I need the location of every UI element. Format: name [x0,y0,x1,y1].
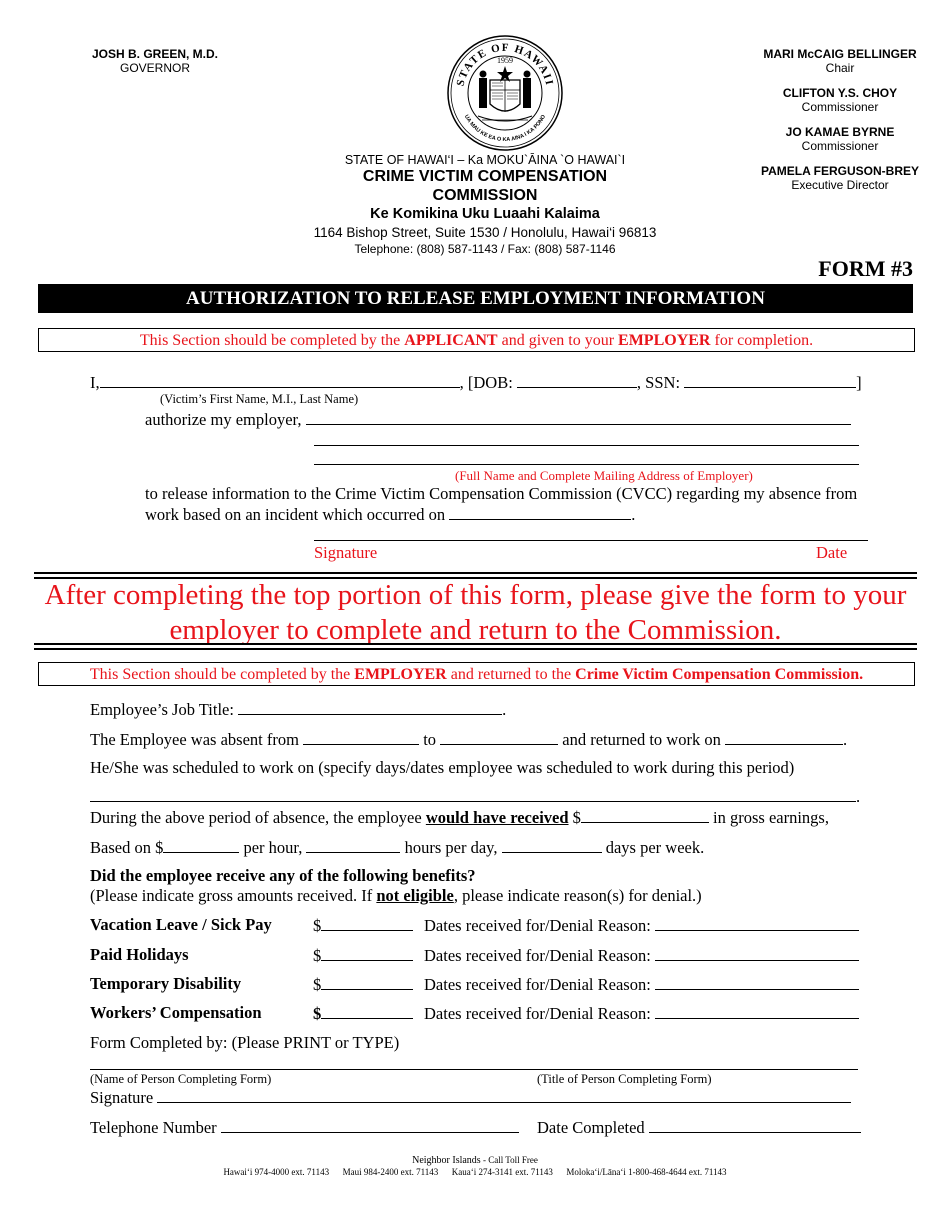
officials-list [745,47,935,192]
dates-label: Dates received for/Denial Reason: [424,975,651,994]
ssn-field[interactable] [684,372,856,388]
absent-to-field[interactable] [440,729,558,745]
scheduled-label: He/She was scheduled to work on (specify days/dates employee was scheduled to work during this period) [90,758,795,777]
job-title-label: Employee’s Job Title: [90,700,234,719]
official-name: MARI McCAIG BELLINGER [763,47,917,61]
benefit-dates-field[interactable] [655,945,859,961]
seal-year: 1959 [497,56,513,65]
title-caption: (Title of Person Completing Form) [537,1072,712,1086]
footer-number: Kaua‘i 274-3141 ext. 71143 [451,1167,553,1177]
job-title-field[interactable] [238,699,502,715]
agency-name-line2: COMMISSION [432,187,538,204]
benefit-amount [313,1003,413,1024]
period: . [842,730,848,749]
benefit-dates [424,945,859,966]
notice-target: Crime Victim Compensation Commission. [575,666,864,683]
telephone-field[interactable] [221,1117,519,1133]
agency-address: 1164 Bishop Street, Suite 1530 / Honolulu, Hawai‘i 96813 [313,225,657,240]
days-per-week-field[interactable] [502,837,602,853]
date-completed-field[interactable] [649,1117,861,1133]
footer-number: Maui 984-2400 ext. 71143 [342,1167,439,1177]
form-title: AUTHORIZATION TO RELEASE EMPLOYMENT INFORMATION [38,284,913,313]
benefit-dates-field[interactable] [655,1003,859,1019]
employer-address-line2[interactable] [314,464,859,465]
official-title: Chair [825,61,855,75]
benefit-row [90,945,890,965]
benefits-note [90,886,702,906]
period: . [502,700,507,719]
footer-toll-free: - Call Toll Free [480,1155,538,1165]
state-line: STATE OF HAWAI‘I – Ka MOKU`ĀINA `O HAWAI`I [344,153,626,167]
absence-text: During the above period of absence, the employee [90,808,426,827]
official-title: Executive Director [791,178,889,192]
official-entry [745,125,935,153]
agency-name-line1: CRIME VICTIM COMPENSATION [362,168,608,185]
footer-heading [0,1155,950,1166]
dates-label: Dates received for/Denial Reason: [424,946,651,965]
official-entry [745,164,935,192]
footer-numbers [0,1167,950,1177]
banner-rule-bottom [34,643,917,650]
benefit-row [90,1003,890,1023]
benefit-amount [313,945,413,966]
notice-role: APPLICANT [404,332,498,349]
applicant-notice [38,328,915,352]
benefit-row [90,915,890,935]
dollar-sign: $ [313,946,322,965]
period: . [856,787,861,806]
benefit-name: Paid Holidays [90,945,189,964]
telephone-row [90,1117,519,1138]
employer-caption: (Full Name and Complete Mailing Address of Employer) [455,468,753,483]
benefit-amount-field[interactable] [321,945,413,961]
seal-motto: UA MAU KE EA O KA AINA I KA PONO [462,114,548,144]
benefit-dates [424,915,859,936]
benefit-dates-field[interactable] [655,974,859,990]
gross-earnings-row [90,807,829,828]
ssn-label: , SSN: [636,373,681,392]
notice-role: EMPLOYER [354,666,447,683]
victim-name-caption: (Victim’s First Name, M.I., Last Name) [160,392,359,406]
dates-label: Dates received for/Denial Reason: [424,1004,651,1023]
employer-address-line1[interactable] [314,445,859,446]
absence-suffix: in gross earnings, [713,808,829,827]
gross-earnings-field[interactable] [581,807,709,823]
notice-text: and returned to the [446,666,576,683]
state-seal-image [446,34,564,152]
footer-number: Moloka‘i/Lāna‘i 1-800-468-4644 ext. 71143 [566,1167,727,1177]
i-label: I, [90,373,100,392]
completer-name-title-line[interactable] [90,1069,858,1070]
release-text-line1: to release information to the Crime Victim Compensation Commission (CVCC) regarding my absence from [145,484,858,503]
job-title-row [90,699,506,720]
benefit-amount-field[interactable] [321,1003,413,1019]
victim-name-field[interactable] [100,372,460,388]
victim-info-row [90,372,862,393]
scheduled-days-field[interactable] [90,786,856,802]
note-text: , please indicate reason(s) for denial.) [453,886,702,905]
per-hour-label: per hour, [243,838,303,857]
name-caption: (Name of Person Completing Form) [90,1072,272,1086]
returned-label: and returned to work on [562,730,721,749]
dates-label: Dates received for/Denial Reason: [424,916,651,935]
dollar-sign: $ [313,1004,322,1023]
employer-notice [38,662,915,686]
note-emphasis: not eligible [376,886,454,905]
benefit-dates [424,1003,859,1024]
benefit-dates-field[interactable] [655,915,859,931]
official-entry [745,86,935,114]
benefit-name: Temporary Disability [90,974,242,993]
official-title: Commissioner [801,100,879,114]
dollar-sign: $ [568,808,581,827]
hours-per-day-label: hours per day, [404,838,498,857]
notice-text: This Section should be completed by the [89,666,355,683]
employer-signature-field[interactable] [157,1087,851,1103]
governor-title: GOVERNOR [119,61,190,75]
notice-text: This Section should be completed by the [139,332,405,349]
employer-name-field[interactable] [306,409,851,425]
days-per-week-label: days per week. [605,838,705,857]
absent-from-label: The Employee was absent from [90,730,299,749]
benefit-dates [424,974,859,995]
governor-name: JOSH B. GREEN, M.D. [91,47,219,61]
hawaiian-agency-name: Ke Komikina Uku Luaahi Kalaima [370,206,600,222]
notice-text: for completion. [710,332,814,349]
benefits-question: Did the employee receive any of the following benefits? [90,866,476,885]
agency-phone: Telephone: (808) 587-1143 / Fax: (808) 587-1146 [354,242,616,256]
official-name: PAMELA FERGUSON-BREY [760,164,919,178]
pay-rate-row [90,837,704,858]
telephone-label: Telephone Number [90,1118,217,1137]
applicant-signature-line[interactable] [314,540,868,541]
agency-header [250,153,720,257]
notice-target: EMPLOYER [618,332,711,349]
to-label: to [423,730,437,749]
governor-block [70,47,240,75]
incident-date-field[interactable] [449,504,631,520]
employer-signature-row [90,1087,851,1108]
footer-number: Hawai‘i 974-4000 ext. 71143 [223,1167,330,1177]
date-completed-row [537,1117,861,1138]
signature-label: Signature [314,543,378,562]
state-seal [446,34,564,152]
official-entry [745,47,935,75]
signature-label: Signature [90,1088,154,1107]
benefit-amount [313,974,413,995]
date-completed-label: Date Completed [537,1118,645,1137]
incident-label: work based on an incident which occurred on [145,505,446,524]
hours-per-day-field[interactable] [306,837,400,853]
official-title: Commissioner [801,139,879,153]
dob-label: , [DOB: [459,373,513,392]
benefit-name: Workers’ Compensation [90,1003,262,1022]
date-label: Date [816,543,848,562]
employer-row [145,409,851,430]
notice-text: and given to your [497,332,619,349]
release-text-line2 [145,504,635,525]
benefit-amount-field[interactable] [321,974,413,990]
dollar-sign: $ [313,975,322,994]
period: . [631,505,636,524]
close-bracket: ] [856,373,862,392]
instruction-banner: After completing the top portion of this form, please give the form to your employer to complete and return to the Commission. [44,579,907,646]
dob-field[interactable] [517,372,637,388]
return-date-field[interactable] [725,729,843,745]
absent-from-field[interactable] [303,729,419,745]
benefit-amount-field[interactable] [321,915,413,931]
benefit-row [90,974,890,994]
benefit-amount [313,915,413,936]
official-name: JO KAMAE BYRNE [785,125,895,139]
absence-dates-row [90,729,847,750]
authorize-label: authorize my employer, [145,410,302,429]
absence-emphasis: would have received [425,808,569,827]
form-number: FORM #3 [818,256,913,281]
based-on-label: Based on $ [90,838,164,857]
seal-top-text: STATE OF HAWAII [454,41,556,88]
footer-title: Neighbor Islands [412,1155,481,1166]
benefit-name: Vacation Leave / Sick Pay [90,915,272,934]
scheduled-row [90,786,860,807]
completed-by-label: Form Completed by: (Please PRINT or TYPE) [90,1033,400,1052]
note-text: (Please indicate gross amounts received. If [90,886,377,905]
dollar-sign: $ [313,916,322,935]
hourly-rate-field[interactable] [163,837,239,853]
official-name: CLIFTON Y.S. CHOY [782,86,898,100]
